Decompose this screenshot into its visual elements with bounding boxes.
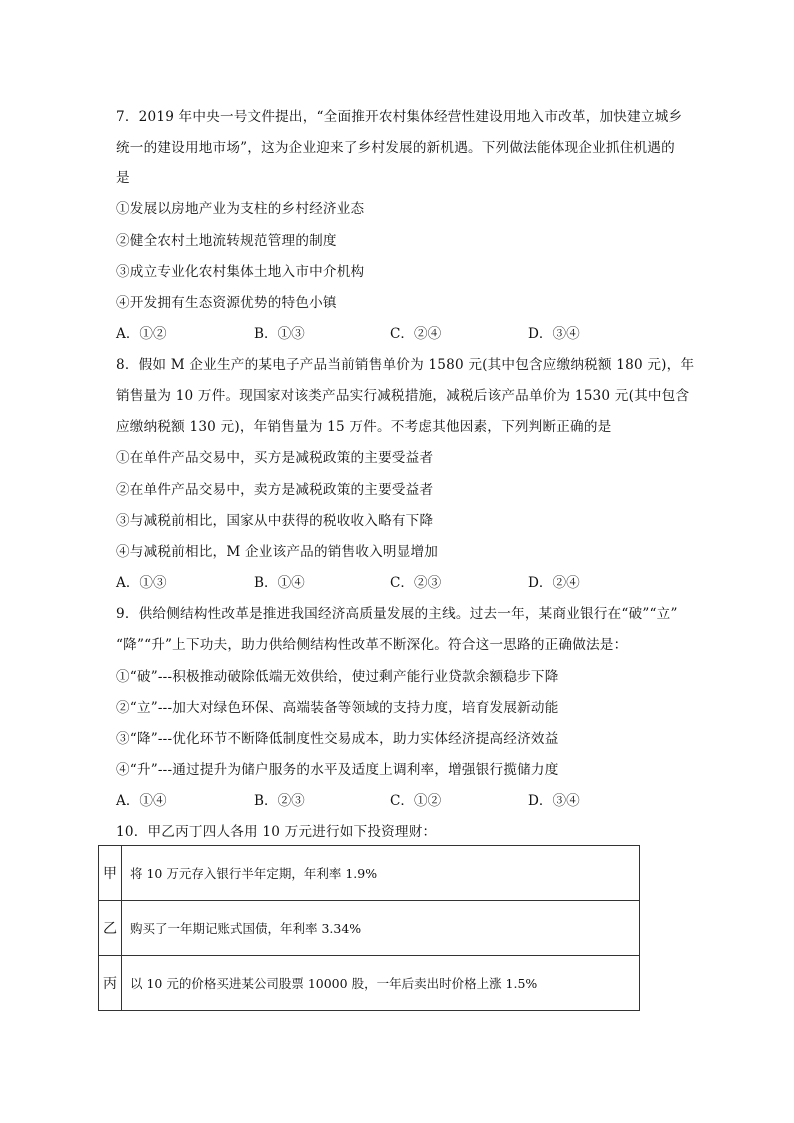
q7-stem-line-3: 是 [116, 170, 130, 186]
q8-stem-line-3: 应缴纳税额 130 元)，年销售量为 15 万件。不考虑其他因素，下列判断正确的是 [116, 419, 612, 435]
row-description: 购买了一年期记账式国债，年利率 3.34% [122, 901, 640, 956]
q9-item-4: ④“升”---通过提升为储户服务的水平及适度上调利率，增强银行揽储力度 [116, 762, 559, 778]
q9-option-b: B．②③ [254, 793, 305, 809]
row-person: 丙 [99, 956, 122, 1011]
q8-option-b: B．①④ [254, 575, 305, 591]
q7-option-b: B．①③ [254, 326, 305, 342]
q8-stem-line-2: 销售量为 10 万件。现国家对该类产品实行减税措施，减税后该产品单价为 1530 元(其中包含 [116, 388, 690, 404]
q7-option-d: D．③④ [528, 326, 580, 342]
q9-option-d: D．③④ [528, 793, 580, 809]
q8-option-c: C．②③ [390, 575, 442, 591]
table-row [99, 901, 640, 956]
q9-stem-line-2: “降”“升”上下功夫，助力供给侧结构性改革不断深化。符合这一思路的正确做法是： [116, 637, 628, 653]
q9-item-1: ①“破”---积极推动破除低端无效供给，使过剩产能行业贷款余额稳步下降 [116, 669, 559, 685]
row-person: 乙 [99, 901, 122, 956]
row-description: 以 10 元的价格买进某公司股票 10000 股，一年后卖出时价格上涨 1.5% [122, 956, 640, 1011]
q9-options [116, 789, 676, 809]
row-person: 甲 [99, 846, 122, 901]
q7-item-3: ③成立专业化农村集体土地入市中介机构 [116, 264, 365, 280]
q7-item-4: ④开发拥有生态资源优势的特色小镇 [116, 295, 337, 311]
q7-option-c: C．②④ [390, 326, 442, 342]
row-description: 将 10 万元存入银行半年定期，年利率 1.9% [122, 846, 640, 901]
q8-item-2: ②在单件产品交易中，卖方是减税政策的主要受益者 [116, 482, 434, 498]
q8-options [116, 571, 676, 591]
q9-item-3: ③“降”---优化环节不断降低制度性交易成本，助力实体经济提高经济效益 [116, 731, 559, 747]
table-row [99, 956, 640, 1011]
investment-table [98, 845, 640, 1011]
q7-options [116, 322, 676, 342]
q7-option-a: A．①② [116, 326, 167, 342]
q7-item-1: ①发展以房地产业为支柱的乡村经济业态 [116, 201, 365, 217]
table-row [99, 846, 640, 901]
q7-stem-line-2: 统一的建设用地市场”，这为企业迎来了乡村发展的新机遇。下列做法能体现企业抓住机遇的 [116, 140, 675, 156]
q8-option-d: D．②④ [528, 575, 580, 591]
q9-stem-line-1: 9．供给侧结构性改革是推进我国经济高质量发展的主线。过去一年，某商业银行在“破”“立” [116, 606, 678, 622]
q8-option-a: A．①③ [116, 575, 167, 591]
q8-stem-line-1: 8．假如 M 企业生产的某电子产品当前销售单价为 1580 元(其中包含应缴纳税额 180 元)，年 [116, 357, 695, 373]
q9-option-c: C．①② [390, 793, 442, 809]
q7-item-2: ②健全农村土地流转规范管理的制度 [116, 233, 337, 249]
q9-option-a: A．①④ [116, 793, 167, 809]
q10-stem: 10．甲乙丙丁四人各用 10 万元进行如下投资理财： [116, 824, 437, 840]
q8-item-3: ③与减税前相比，国家从中获得的税收收入略有下降 [116, 513, 434, 529]
q7-stem-line-1: 7．2019 年中央一号文件提出，“全面推开农村集体经营性建设用地入市改革，加快建立城乡 [116, 109, 683, 125]
q9-item-2: ②“立”---加大对绿色环保、高端装备等领域的支持力度，培育发展新动能 [116, 700, 559, 716]
q8-item-1: ①在单件产品交易中，买方是减税政策的主要受益者 [116, 450, 434, 466]
q8-item-4: ④与减税前相比，M 企业该产品的销售收入明显增加 [116, 544, 439, 560]
